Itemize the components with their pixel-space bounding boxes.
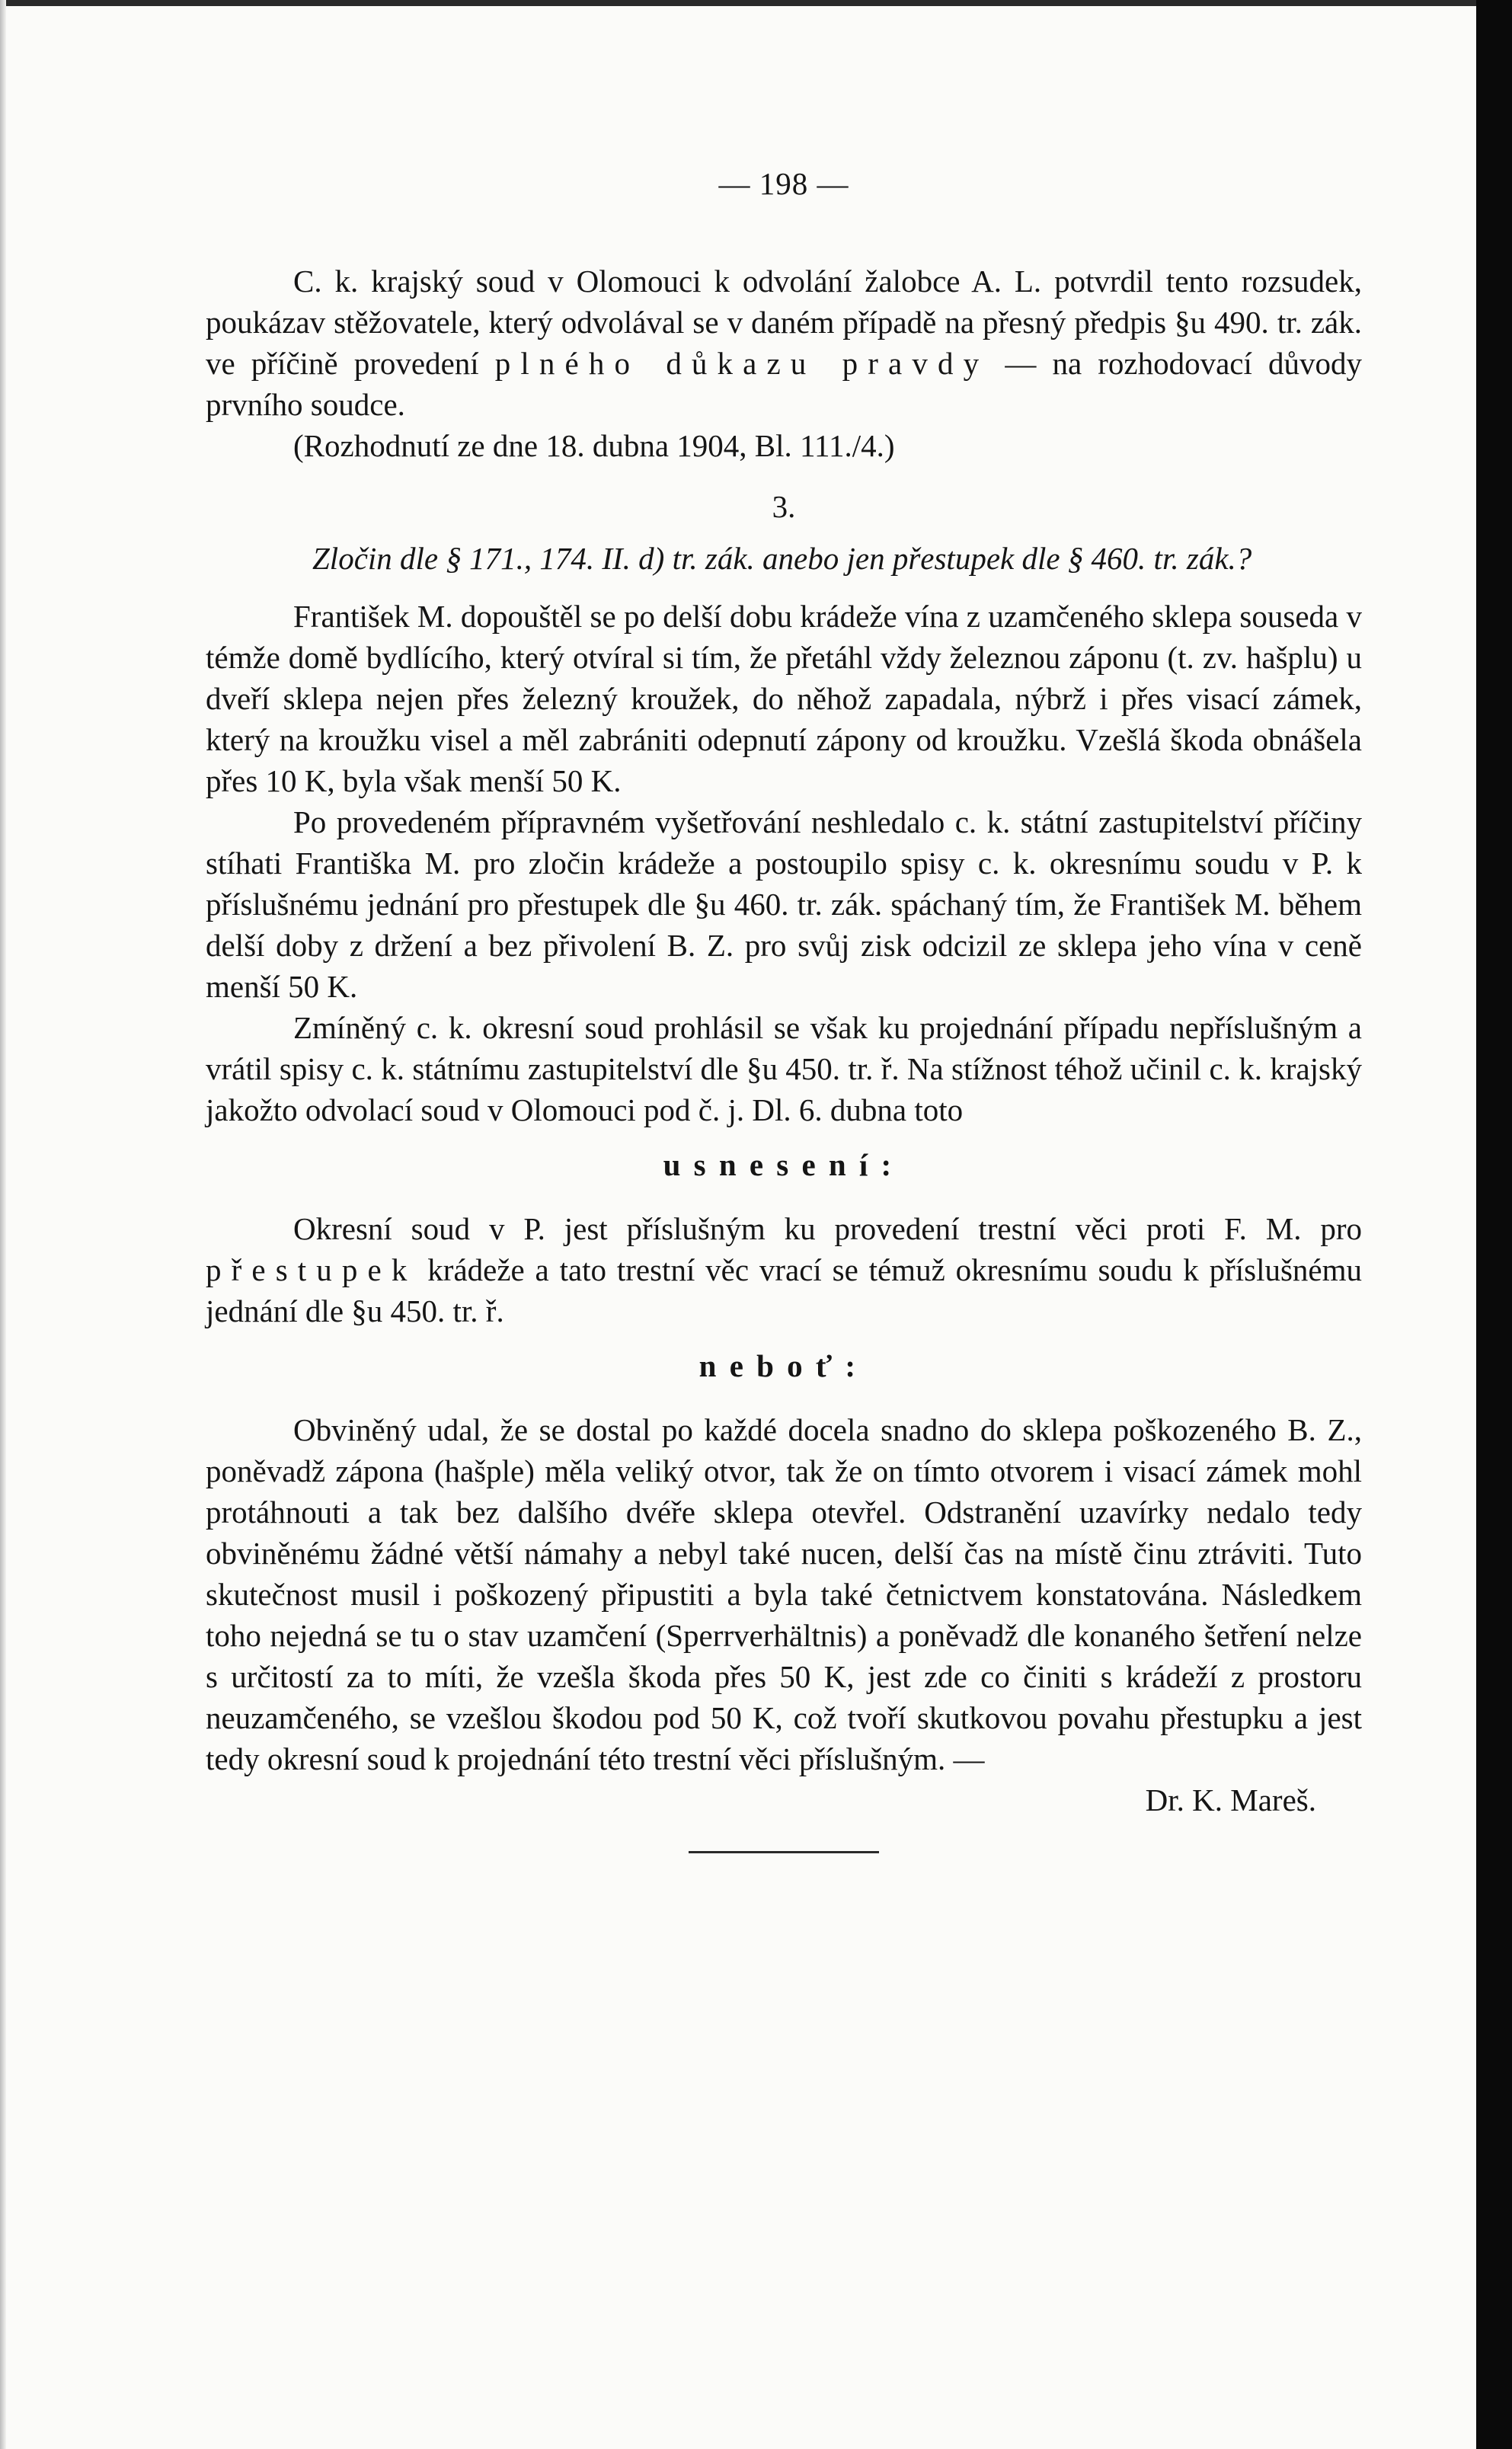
signature-line <box>206 1779 1362 1821</box>
page-left-edge <box>0 0 6 2449</box>
spaced-emphasis: plného důkazu pravdy <box>494 346 989 381</box>
decision-citation: (Rozhodnutí ze dne 18. dubna 1904, Bl. 111./4.) <box>293 428 895 463</box>
closing-rule <box>689 1851 879 1853</box>
signature: Dr. K. Mareš. <box>1145 1782 1316 1818</box>
page-number: — 198 — <box>718 166 849 201</box>
paragraph-text: krádeže a tato trestní věc vrací se témuž okresnímu soudu k příslušnému jednání dle §u 450. tr. ř. <box>206 1252 1362 1328</box>
page-right-edge <box>1476 0 1512 2449</box>
paragraph-investigation: Po provedeném přípravném vyšetřování neshledalo c. k. státní zastupitelství příčiny stíhati Františka M. pro zločin krádeže a postoupilo spisy c. k. okresnímu soudu v P. k příslušnému jednání pro přestupek dle §u 460. tr. zák. spáchaný tím, že František M. během delší doby z držení a bez přivolení B. Z. pro svůj zisk odcizil ze sklepa jeho vína v ceně menší 50 K. <box>206 804 1362 1004</box>
paragraph-reasoning: Obviněný udal, že se dostal po každé docela snadno do sklepa poškozeného B. Z., poněvadž zápona (hašple) měla veliký otvor, tak že on tímto otvorem i visací zámek mohl protáhnouti a tak bez dalšího dvéře sklepa otevřel. Odstranění uzavírky nedalo tedy obviněnému žádné větší námahy a nebyl také nucen, delší čas na místě činu ztráviti. Tuto skutečnost musil i poškozený připustiti a byla také četnictvem konstatována. Následkem toho nejedná se tu o stav uzamčení (Sperrverhältnis) a poněvadž dle konaného šetření nelze s určitostí za to míti, že vzešla škoda přes 50 K, jest zde co činiti s krádeží z prostoru neuzamčeného, se vzešlou škodou pod 50 K, což tvoří skutkovou povahu přestupku a jest tedy okresní soud k projednání této trestní věci příslušným. — <box>206 1412 1362 1776</box>
page-content <box>206 163 1362 1853</box>
section-title: Zločin dle § 171., 174. II. d) tr. zák. anebo jen přestupek dle § 460. tr. zák.? <box>312 541 1252 576</box>
paragraph-facts: František M. dopouštěl se po delší dobu krádeže vína z uzamčeného sklepa souseda v témže domě bydlícího, který otvíral si tím, že přetáhl vždy železnou záponu (t. zv. hašplu) u dveří sklepa nejen přes železný kroužek, do něhož zapadala, nýbrž i přes visací zámek, který na kroužku visel a měl zabrániti odepnutí zápony od kroužku. Vzešlá škoda obnášela přes 10 K, byla však menší 50 K. <box>206 599 1362 798</box>
paragraph-district-court: Zmíněný c. k. okresní soud prohlásil se však ku projednání případu nepříslušným a vrátil spisy c. k. státnímu zastupitelství dle §u 450. tr. ř. Na stížnost téhož učinil c. k. krajský jakožto odvolací soud v Olomouci pod č. j. Dl. 6. dubna toto <box>206 1010 1362 1127</box>
paragraph-text: — na rozhodovací důvody prvního soudce. <box>206 346 1362 422</box>
paragraph-resolution <box>206 1208 1362 1332</box>
paragraph-text: Okresní soud v P. jest příslušným ku provedení trestní věci proti F. M. pro <box>293 1211 1362 1246</box>
paragraph-text: C. k. krajský soud v Olomouci k odvolání žalobce A. L. potvrdil tento rozsudek, poukázav stěžovatele, který odvolával se v daném případě na přesný předpis §u 490. tr. zák. ve příčině provedení <box>206 264 1362 381</box>
section-number: 3. <box>772 489 796 524</box>
heading-usneseni: usnesení: <box>663 1147 905 1182</box>
paragraph-appeal-decision <box>206 261 1362 425</box>
spaced-emphasis: přestupek <box>206 1252 417 1287</box>
heading-nebot: neboť: <box>698 1348 869 1383</box>
